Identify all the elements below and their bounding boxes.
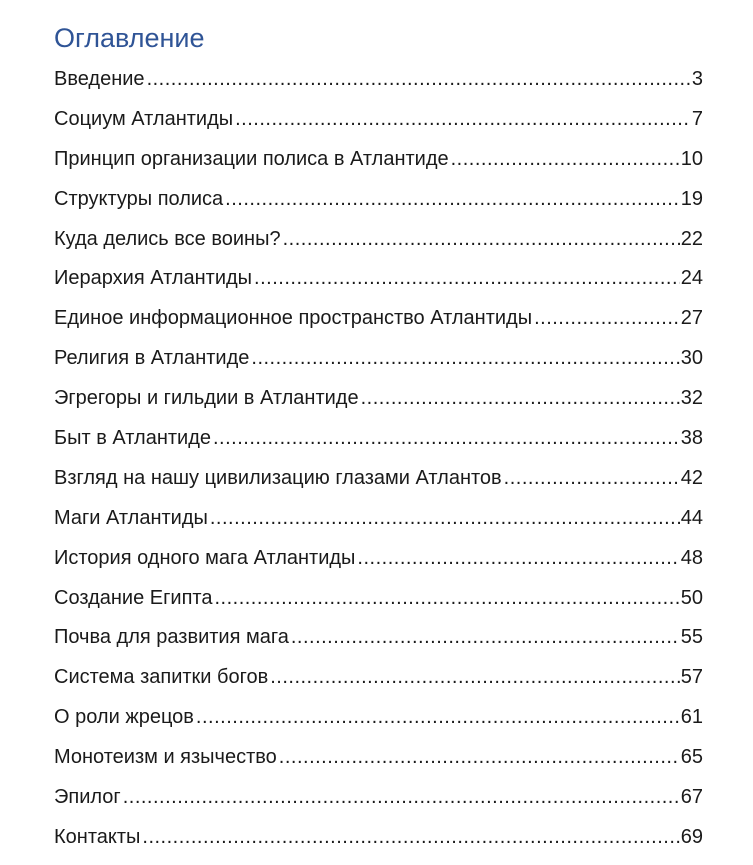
toc-entry-page[interactable]: 57 [680,666,703,689]
dot-leader [123,778,680,818]
toc-entry-page[interactable]: 24 [680,267,703,290]
toc-entry-page[interactable]: 19 [680,187,703,210]
toc-entry-title[interactable]: Религия в Атлантиде [54,347,250,370]
toc-entry[interactable] [54,180,703,220]
toc-entry-title[interactable]: Контакты [54,825,141,848]
toc-entry[interactable] [54,259,703,299]
dot-leader [251,339,679,379]
dot-leader [357,539,679,579]
toc-entry[interactable] [54,379,703,419]
toc-entry-title[interactable]: Куда делись все воины? [54,227,281,250]
dot-leader [451,140,680,180]
toc-entry-page[interactable]: 48 [680,546,703,569]
toc-entry-page[interactable]: 22 [680,227,703,250]
toc-entry[interactable] [54,419,703,459]
dot-leader [142,818,679,858]
toc-entry-title[interactable]: Введение [54,68,145,90]
dot-leader [254,259,680,299]
toc-entry[interactable] [54,539,703,579]
dot-leader [279,738,680,778]
toc-entry[interactable] [54,459,703,499]
toc-entry-page[interactable]: 67 [680,786,703,809]
toc-entry[interactable] [54,778,703,818]
toc-entry-title[interactable]: Структуры полиса [54,187,224,210]
toc-entry[interactable] [54,579,703,619]
toc-entry-title[interactable]: Единое информационное пространство Атлантиды [54,307,533,330]
toc-entry-title[interactable]: Маги Атлантиды [54,506,208,529]
toc-entry-page[interactable]: 55 [680,626,703,649]
toc-entry-page[interactable]: 69 [680,825,703,848]
toc-entry-title[interactable]: О роли жрецов [54,706,194,729]
toc-list [54,60,703,858]
toc-entry-title[interactable]: Создание Египта [54,586,213,609]
toc-entry-title[interactable]: Система запитки богов [54,666,269,689]
toc-entry-title[interactable]: Социум Атлантиды [54,107,234,130]
toc-entry-title[interactable]: Эгрегоры и гильдии в Атлантиде [54,387,359,410]
dot-leader [225,180,680,220]
toc-entry-title[interactable]: Эпилог [54,786,121,809]
toc-entry-page[interactable]: 27 [680,307,703,330]
toc-entry-page[interactable]: 50 [680,586,703,609]
toc-entry-title[interactable]: Монотеизм и язычество [54,746,277,769]
toc-entry-page[interactable]: 38 [680,427,703,450]
toc-entry-page[interactable]: 3 [691,68,703,90]
dot-leader [361,379,680,419]
toc-entry[interactable] [54,499,703,539]
dot-leader [291,618,680,658]
toc-entry-page[interactable]: 44 [680,506,703,529]
dot-leader [196,698,680,738]
toc-entry-title[interactable]: Принцип организации полиса в Атлантиде [54,147,449,170]
toc-entry-page[interactable]: 10 [680,147,703,170]
dot-leader [534,299,680,339]
toc-entry-page[interactable]: 32 [680,387,703,410]
toc-entry[interactable] [54,658,703,698]
dot-leader [270,658,680,698]
toc-entry[interactable] [54,220,703,260]
toc-entry-page[interactable]: 61 [680,706,703,729]
toc-heading: Оглавление [54,23,205,53]
table-of-contents [54,20,703,858]
dot-leader [210,499,680,539]
toc-entry-page[interactable]: 42 [680,466,703,489]
toc-entry-title[interactable]: Быт в Атлантиде [54,427,211,450]
toc-entry[interactable] [54,339,703,379]
dot-leader [213,419,680,459]
dot-leader [283,220,680,260]
toc-entry-page[interactable]: 65 [680,746,703,769]
toc-entry[interactable] [54,299,703,339]
dot-leader [235,100,691,140]
dot-leader [147,60,691,100]
toc-entry-title[interactable]: Почва для развития мага [54,626,289,649]
toc-entry[interactable] [54,818,703,858]
dot-leader [214,579,679,619]
toc-entry[interactable] [54,738,703,778]
toc-entry-title[interactable]: Взгляд на нашу цивилизацию глазами Атлантов [54,466,502,489]
toc-entry[interactable] [54,618,703,658]
toc-entry[interactable] [54,100,703,140]
toc-entry-title[interactable]: Иерархия Атлантиды [54,267,253,290]
toc-entry-page[interactable]: 30 [680,347,703,370]
dot-leader [504,459,680,499]
toc-entry-title[interactable]: История одного мага Атлантиды [54,546,356,569]
toc-entry[interactable] [54,698,703,738]
toc-entry[interactable] [54,60,703,100]
toc-entry[interactable] [54,140,703,180]
toc-entry-page[interactable]: 7 [691,107,703,130]
